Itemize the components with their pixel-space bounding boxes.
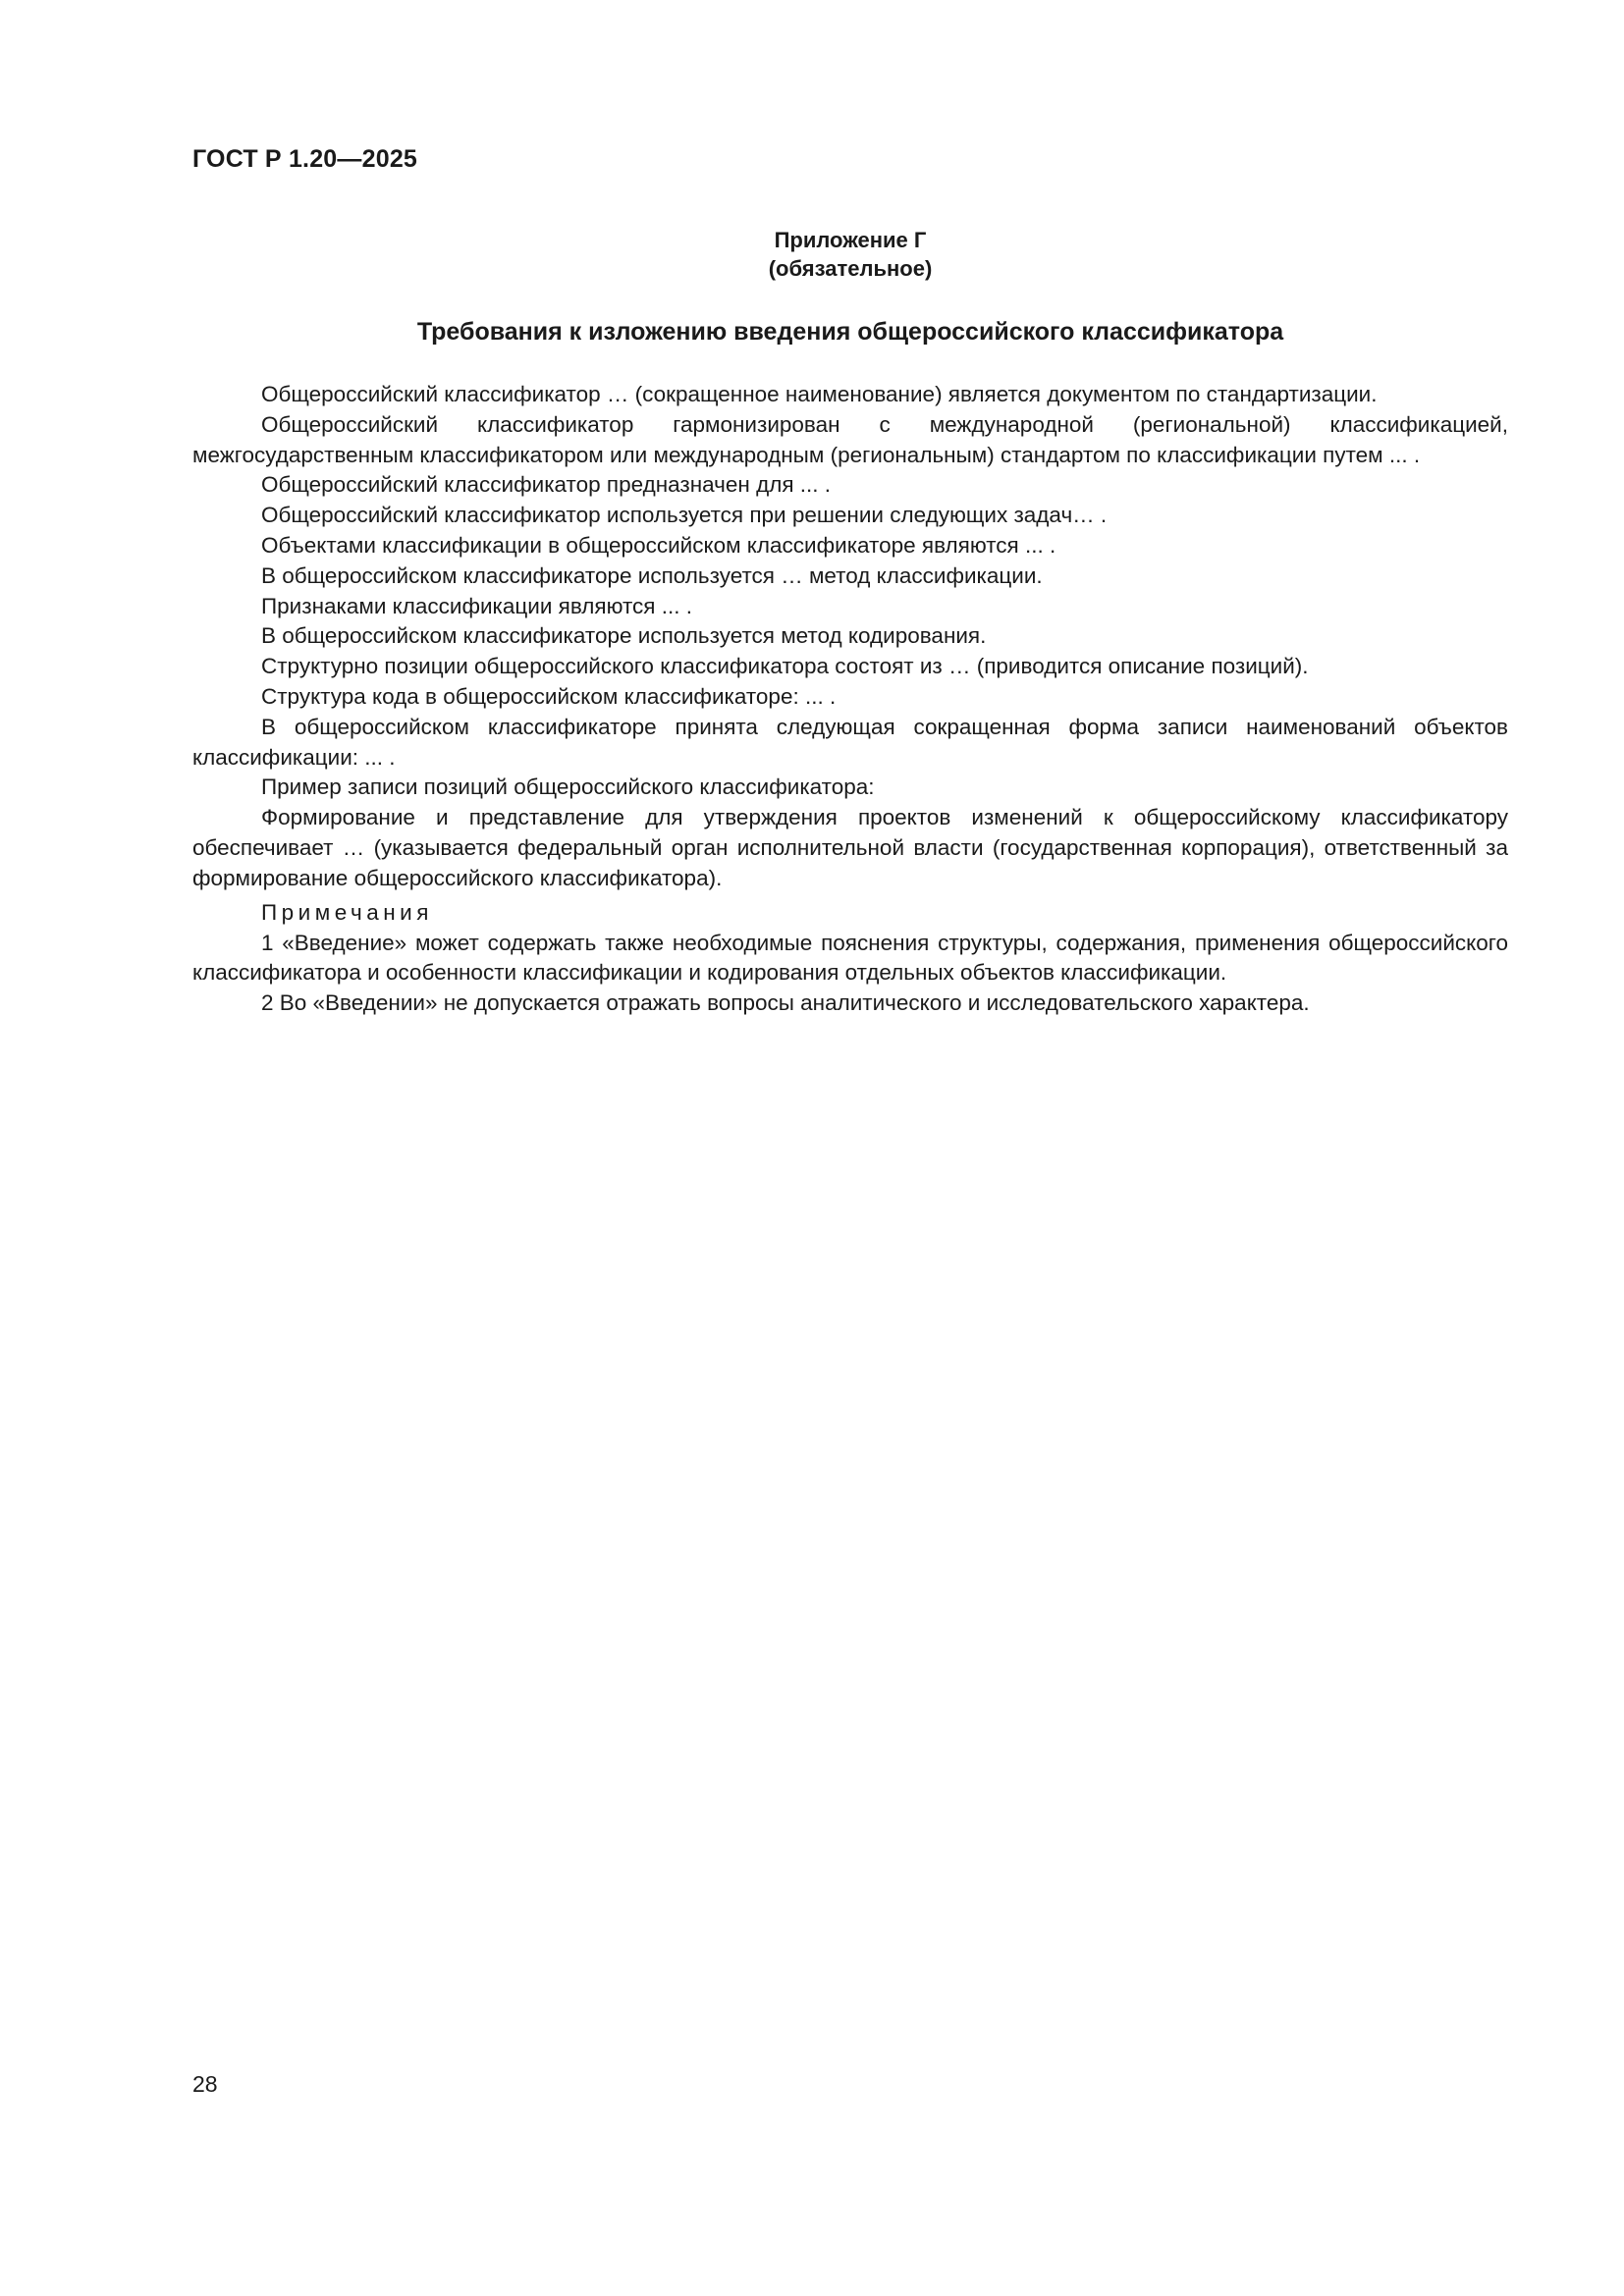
paragraph: Общероссийский классификатор … (сокращенное наименование) является документом по стандартизации. bbox=[261, 382, 1378, 406]
paragraph: Формирование и представление для утверждения проектов изменений к общероссийскому классификатору обеспечивает … (указывается федеральный орган исполнительной власти (государственная корпорация), ответственный за формирование общероссийского классификатора). bbox=[192, 805, 1508, 890]
paragraph: Признаками классификации являются ... . bbox=[261, 593, 692, 618]
page-number: 28 bbox=[192, 2071, 218, 2097]
paragraph: Пример записи позиций общероссийского классификатора: bbox=[261, 774, 875, 800]
notes-title: Примечания bbox=[261, 900, 433, 925]
document-header: ГОСТ Р 1.20—2025 bbox=[192, 145, 418, 173]
paragraph: Структурно позиции общероссийского классификатора состоят из … (приводится описание позиций). bbox=[261, 654, 1309, 679]
paragraph: Общероссийский классификатор предназначен для ... . bbox=[261, 472, 832, 498]
paragraph: Структура кода в общероссийском классификаторе: ... . bbox=[261, 683, 837, 709]
paragraph: В общероссийском классификаторе используется … метод классификации. bbox=[261, 562, 1043, 588]
paragraph: Объектами классификации в общероссийском классификаторе являются ... . bbox=[261, 532, 1056, 558]
notes-section bbox=[192, 898, 1508, 1018]
note-item: 2 Во «Введении» не допускается отражать вопросы аналитического и исследовательского характера. bbox=[261, 989, 1310, 1015]
appendix-label: Приложение Г bbox=[774, 228, 927, 252]
paragraph: В общероссийском классификаторе принята следующая сокращенная форма записи наименований объектов классификации: ... . bbox=[192, 714, 1508, 770]
appendix-heading bbox=[192, 226, 1508, 283]
appendix-status: (обязательное) bbox=[768, 256, 933, 281]
paragraph: Общероссийский классификатор гармонизирован с международной (региональной) классификацией, межгосударственным классификатором или международным (региональным) стандартом по классификации путем ... . bbox=[192, 411, 1508, 467]
paragraph: В общероссийском классификаторе используется метод кодирования. bbox=[261, 623, 987, 649]
section-title: Требования к изложению введения общероссийского классификатора bbox=[416, 318, 1284, 346]
note-item: 1 «Введение» может содержать также необходимые пояснения структуры, содержания, применения общероссийского классификатора и особенности классификации и кодирования отдельных объектов классификации. bbox=[192, 930, 1508, 985]
paragraph: Общероссийский классификатор используется при решении следующих задач… . bbox=[261, 503, 1108, 528]
body-text bbox=[192, 380, 1508, 894]
